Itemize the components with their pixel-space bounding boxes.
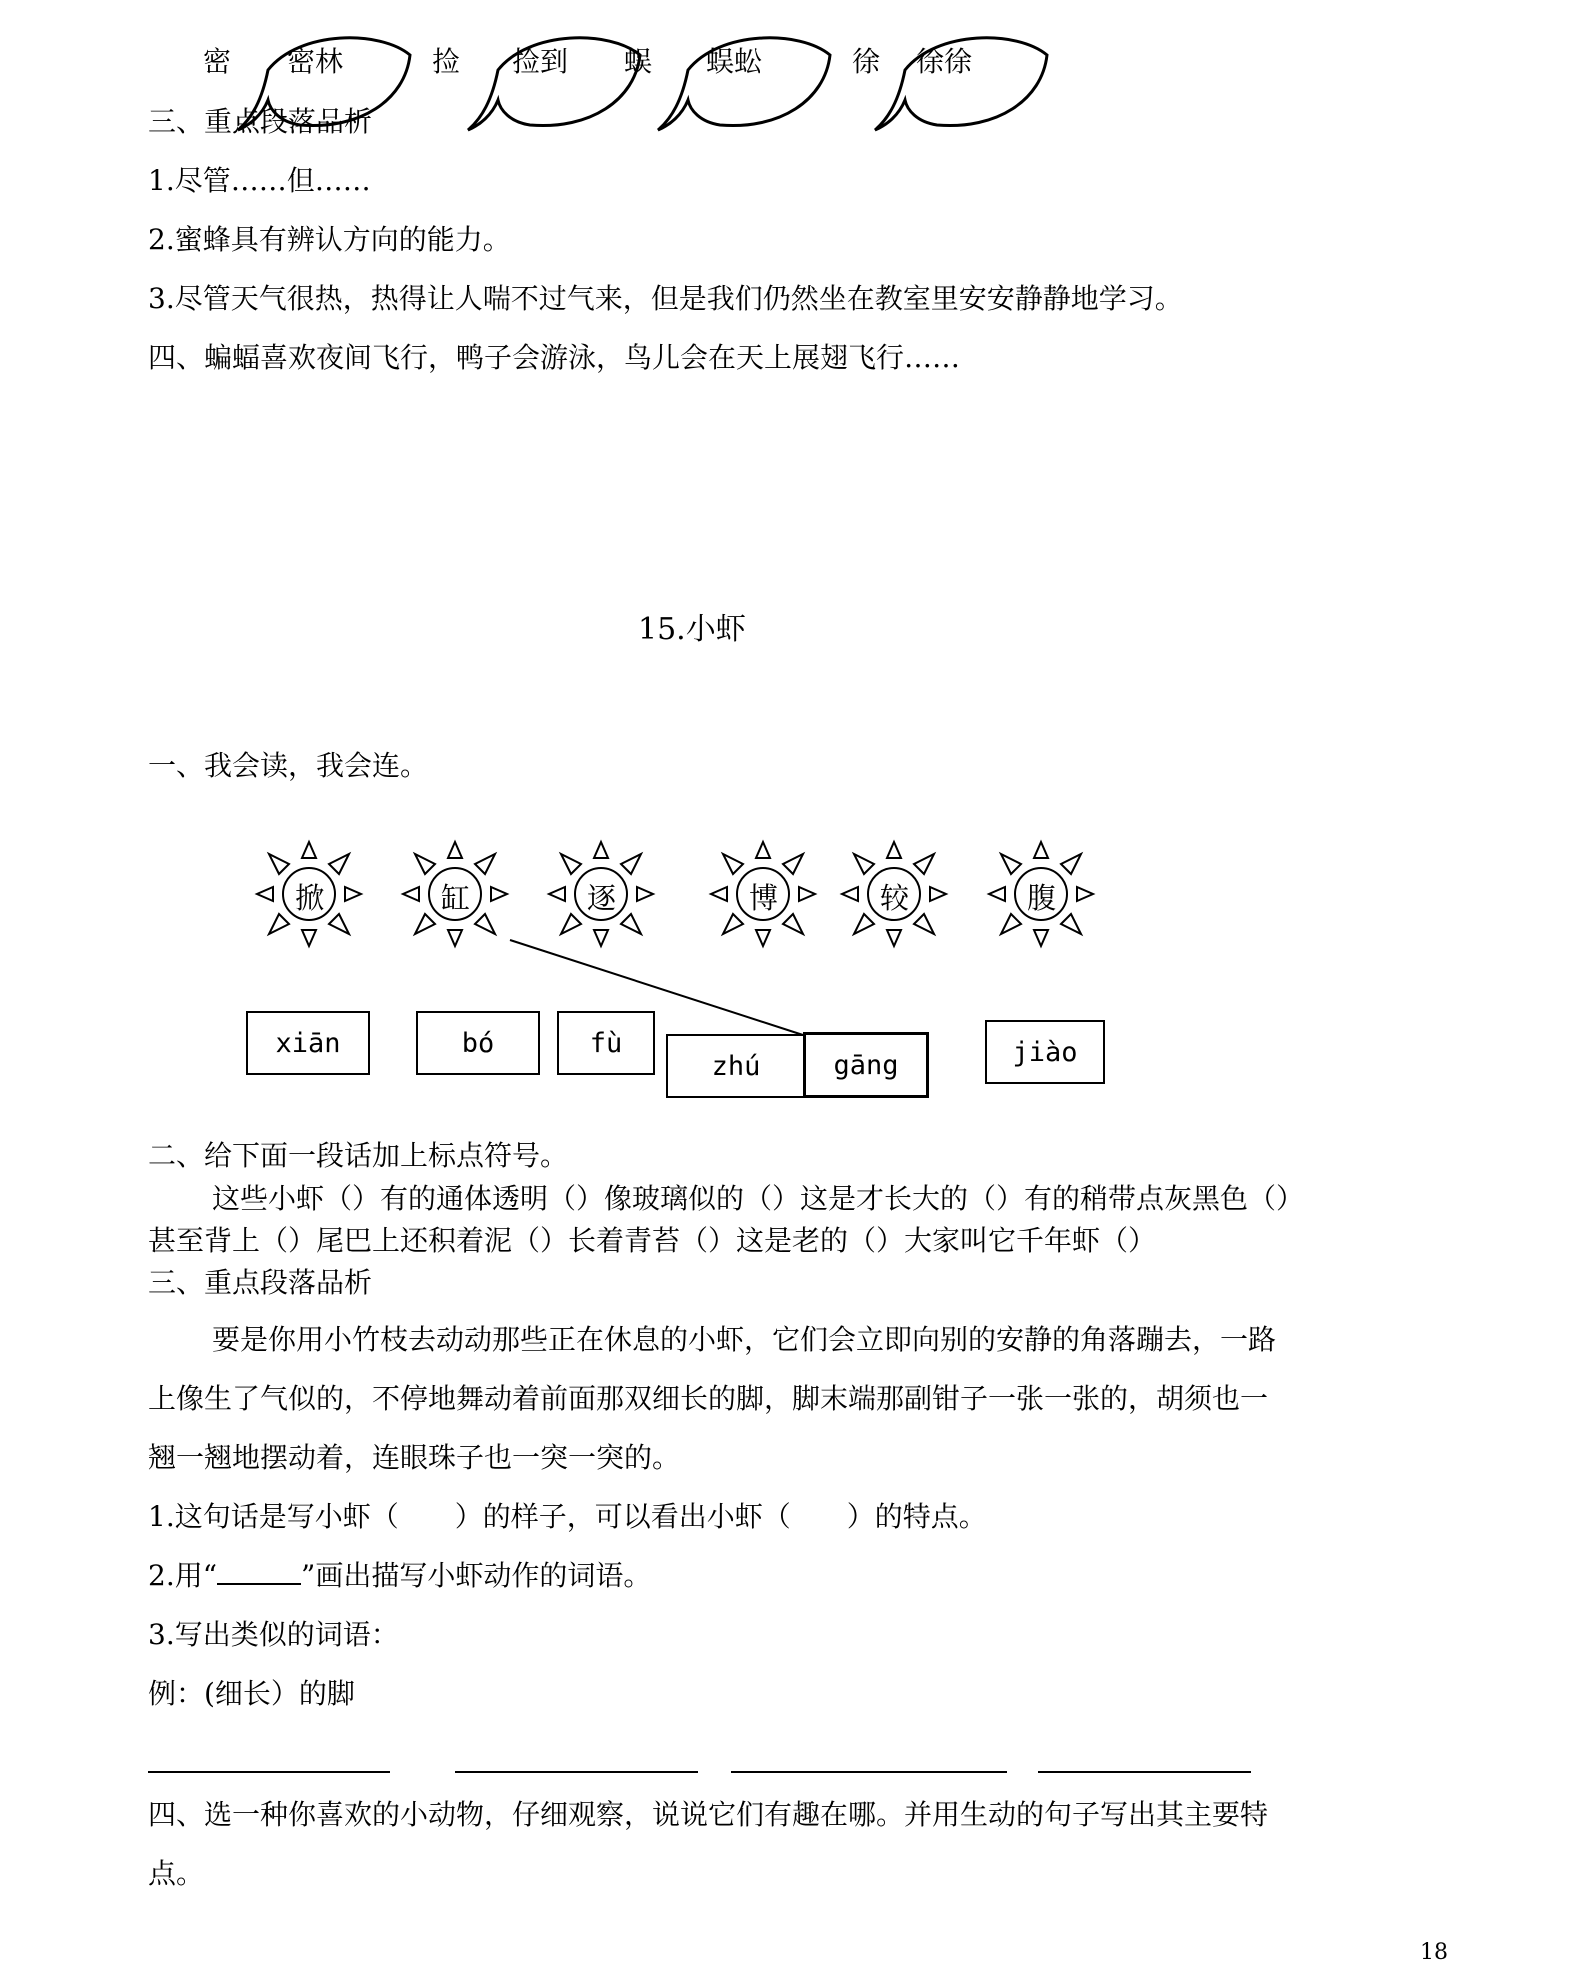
section3-heading: 三、重点段落品析: [148, 1266, 373, 1299]
section4-line1: 四、选一种你喜欢的小动物，仔细观察，说说它们有趣在哪。并用生动的句子写出其主要特: [148, 1798, 1269, 1831]
prev-item-2: 2.蜜蜂具有辨认方向的能力。: [148, 223, 511, 256]
answer-blank-3[interactable]: [731, 1771, 1007, 1773]
section2-heading: 二、给下面一段话加上标点符号。: [148, 1139, 569, 1172]
question-3: 3.写出类似的词语：: [148, 1618, 399, 1651]
pinyin-box-4[interactable]: zhú: [666, 1034, 806, 1098]
prev-item-3: 3.尽管天气很热，热得让人喘不过气来，但是我们仍然坐在教室里安安静静地学习。: [148, 282, 1183, 315]
word-char-2: 捡: [432, 45, 461, 78]
answer-blank-1[interactable]: [148, 1771, 390, 1773]
pinyin-box-6[interactable]: jiào: [985, 1020, 1105, 1084]
pinyin-box-3[interactable]: fù: [557, 1011, 655, 1075]
section3-para3: 翘一翘地摆动着，连眼珠子也一突一突的。: [148, 1441, 681, 1474]
prev-section4: 四、蝙蝠喜欢夜间飞行，鸭子会游泳，鸟儿会在天上展翅飞行……: [148, 341, 961, 374]
prev-item-1: 1.尽管……但……: [148, 164, 371, 197]
sun-char-6: 腹: [1027, 881, 1057, 915]
question-2-prefix: 2.用“: [148, 1559, 218, 1592]
sun-char-2: 缸: [441, 881, 471, 915]
section3-para1: 要是你用小竹枝去动动那些正在休息的小虾，它们会立即向别的安静的角落蹦去，一路: [212, 1323, 1277, 1356]
match-line: [510, 940, 803, 1035]
word-char-4: 徐: [852, 45, 881, 78]
page-number: 18: [1420, 1940, 1448, 1965]
word-char-1: 密: [203, 45, 232, 78]
sun-char-3: 逐: [587, 881, 617, 915]
sun-char-5: 较: [880, 881, 910, 915]
word-char-3: 蜈: [624, 45, 653, 78]
section3-para2: 上像生了气似的，不停地舞动着前面那双细长的脚，脚末端那副钳子一张一张的，胡须也一: [148, 1382, 1269, 1415]
question-1: 1.这句话是写小虾（ ）的样子，可以看出小虾（ ）的特点。: [148, 1500, 987, 1533]
pinyin-box-2[interactable]: bó: [416, 1011, 540, 1075]
word-3: 蜈蚣: [706, 45, 763, 78]
pinyin-box-5[interactable]: gāng: [803, 1032, 929, 1098]
prev-section3-heading: 三、重点段落品析: [148, 105, 373, 138]
sun-char-4: 博: [749, 881, 779, 915]
word-2: 捡到: [512, 45, 569, 78]
question-2-suffix: ”画出描写小虾动作的词语。: [301, 1559, 652, 1592]
example-line: 例：(细长）的脚: [148, 1677, 355, 1710]
answer-blank-4[interactable]: [1038, 1771, 1251, 1773]
section2-line1: 这些小虾（）有的通体透明（）像玻璃似的（）这是才长大的（）有的稍带点灰黑色（）: [212, 1182, 1305, 1215]
lesson-title: 15.小虾: [638, 612, 746, 647]
section2-line2: 甚至背上（）尾巴上还积着泥（）长着青苔（）这是老的（）大家叫它千年虾（）: [148, 1224, 1157, 1257]
underline-sample: [217, 1563, 301, 1585]
section1-heading: 一、我会读，我会连。: [148, 749, 429, 782]
question-2: [148, 1558, 651, 1594]
answer-blank-2[interactable]: [455, 1771, 698, 1773]
sun-char-1: 掀: [295, 881, 325, 915]
section4-line2: 点。: [148, 1857, 205, 1890]
pinyin-box-1[interactable]: xiān: [246, 1011, 370, 1075]
word-4: 徐徐: [916, 45, 973, 78]
word-1: 密林: [287, 45, 344, 78]
